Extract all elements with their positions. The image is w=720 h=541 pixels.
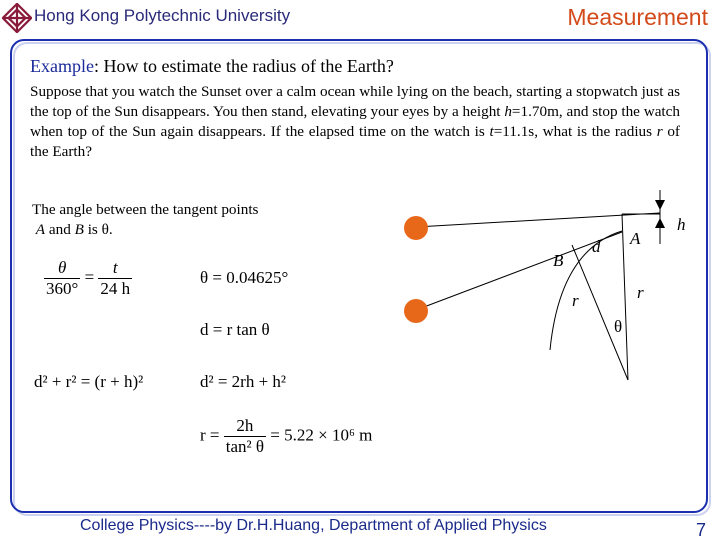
sun-upper-icon — [404, 216, 428, 240]
eq1-equals: = — [80, 267, 99, 287]
page-number: 7 — [695, 520, 706, 540]
point-b-text: B — [74, 221, 84, 238]
slide-topic: Measurement — [567, 4, 708, 30]
equation-d-squared: d² = 2rh + h² — [200, 372, 287, 391]
var-t: t — [489, 123, 494, 140]
example-question: : How to estimate the radius of the Earth? — [93, 56, 394, 76]
eq6-lhs: r = — [200, 425, 224, 445]
label-a: A — [630, 229, 641, 248]
label-b: B — [553, 251, 564, 270]
angle-and: and — [45, 221, 75, 238]
label-r-right: r — [637, 283, 644, 302]
problem-part-3: =11.1s, what is the radius — [493, 123, 657, 140]
eq1-numerator-left: θ — [44, 258, 80, 279]
label-d: d — [592, 237, 601, 256]
footer-credit: College Physics----by Dr.H.Huang, Department of Applied Physics — [80, 517, 547, 534]
earth-radius-b — [572, 245, 628, 380]
earth-radius-a — [622, 214, 628, 380]
angle-line-1: The angle between the tangent points — [32, 201, 259, 218]
point-a-text: A — [35, 221, 46, 238]
problem-part-2: =1.70m, and stop the watch when top of the Sun again disappears. If the elapsed time on the watch is — [30, 103, 680, 140]
sun-lower-icon — [404, 299, 428, 323]
var-r: r — [656, 123, 663, 140]
eq6-denominator: tan² θ — [225, 437, 265, 456]
var-h: h — [504, 103, 512, 120]
eq1-denominator-right: 24 h — [100, 279, 131, 298]
label-theta: θ — [614, 317, 623, 336]
equation-theta-value: θ = 0.04625° — [200, 268, 289, 287]
label-h: h — [677, 215, 686, 234]
problem-part-1: Suppose that you watch the Sunset over a calm ocean while lying on the beach, starting a stopwatch just as the top of the Sun disappears. You then stand, elevating your eyes by a height — [30, 83, 680, 120]
eq6-numerator: 2h — [224, 416, 266, 437]
university-name: Hong Kong Polytechnic University — [34, 6, 291, 25]
earth-surface-arc — [550, 231, 622, 350]
eq6-rhs: = 5.22 × 10⁶ m — [266, 425, 373, 445]
label-r-left: r — [572, 291, 579, 310]
equation-d-tan: d = r tan θ — [200, 320, 270, 339]
eq1-numerator-right: t — [98, 258, 132, 279]
sight-line-standing — [416, 213, 660, 227]
angle-rest: is θ. — [83, 221, 113, 238]
example-label: Example — [30, 56, 94, 76]
equation-pythagoras: d² + r² = (r + h)² — [34, 372, 144, 391]
problem-part-4: of the Earth? — [30, 123, 680, 160]
arrow-up-icon — [655, 218, 665, 228]
arrow-down-icon — [655, 200, 665, 210]
eq1-denominator-left: 360° — [46, 279, 79, 298]
